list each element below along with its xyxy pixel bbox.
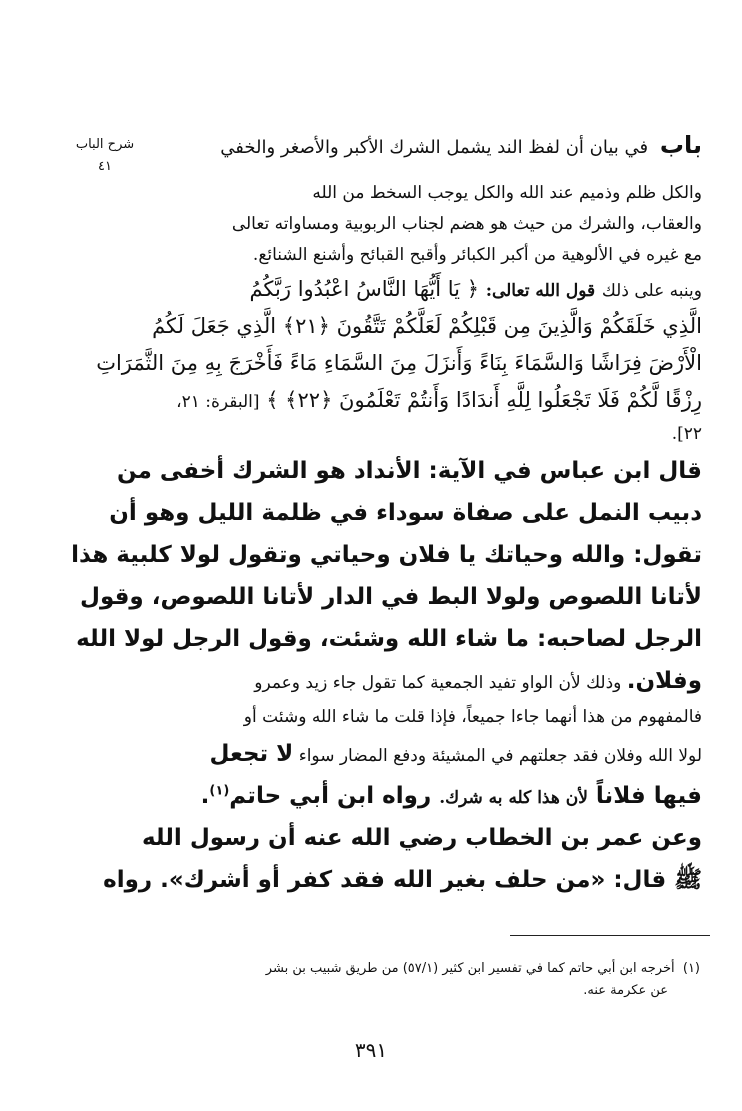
mixed-line (160, 733, 702, 775)
chapter-heading (142, 130, 702, 163)
verse-reference: [البقرة: ٢١، (176, 392, 260, 412)
verse-reference-end: ٢٢]. (671, 424, 702, 444)
mixed-line: فيها فلاناً لأن هذا كله به شرك. رواه ابن أبي حاتم$^{(١)}$. (200, 783, 702, 809)
footnote-line: عن عكرمة عنه. (583, 983, 668, 998)
mixed-bold: وفلان. (626, 668, 702, 694)
bold-line: ﷺ قال: «من حلف بغير الله فقد كفر أو أشرك». رواه (103, 867, 702, 893)
bold-line: الرجل لصاحبه: ما شاء الله وشئت، وقول الرجل لولا الله (76, 626, 702, 652)
bold-line: لأتانا اللصوص ولولا البط في الدار لأتانا اللصوص، وقول (79, 584, 702, 610)
footnote-text: أخرجه ابن أبي حاتم كما في تفسير ابن كثير (٥٧/١) من طريق شبيب بن بشر (265, 961, 675, 976)
verse-line (160, 271, 702, 308)
verse-text: ﴿ يَا أَيُّهَا النَّاسُ اعْبُدُوا رَبَّكُمُ (249, 277, 479, 301)
page-number: ٣٩١ (354, 1038, 388, 1062)
bold-line: قال ابن عباس في الآية: الأنداد هو الشرك أخفى من (116, 458, 702, 484)
side-label-number: ٤١ (98, 159, 112, 174)
footnote (170, 958, 700, 1002)
side-label-text: شرح الباب (75, 137, 135, 152)
mixed-plain: وذلك لأن الواو تفيد الجمعية كما تقول جاء زيد وعمرو (254, 673, 622, 693)
footnote-divider (510, 935, 710, 936)
verse-intro-bold: قول الله تعالى: (485, 281, 596, 301)
main-text (71, 178, 702, 901)
text-line: مع غيره في الألوهية من أكبر الكبائر وأقبح القبائح وأشنع الشنائع. (252, 245, 702, 265)
text-line: فالمفهوم من هذا أنهما جاءا جميعاً، فإذا قلت ما شاء الله وشئت أو (243, 707, 702, 727)
mixed-plain: لأن هذا كله به شرك. (439, 788, 588, 808)
mixed-bold: رواه ابن أبي حاتم (229, 783, 432, 809)
verse-line: الْأَرْضَ فِرَاشًا وَالسَّمَاءَ بِنَاءً وَأَنزَلَ مِنَ السَّمَاءِ مَاءً فَأَخْرَجَ بِهِ مِنَ الثَّمَرَاتِ (96, 351, 702, 375)
verse-line (160, 382, 702, 419)
chapter-word: باب (659, 131, 702, 159)
text-line: والعقاب، والشرك من حيث هو هضم لجناب الربوبية ومساواته تعالى (231, 214, 702, 234)
mixed-bold: لا تجعل (209, 741, 294, 767)
mixed-plain: لولا الله وفلان فقد جعلتهم في المشيئة ودفع المضار سواء (298, 746, 702, 766)
verse-intro: وينبه على ذلك (601, 281, 702, 301)
verse-text: رِزْقًا لَّكُمْ فَلَا تَجْعَلُوا لِلَّهِ أَندَادًا وَأَنتُمْ تَعْلَمُونَ ﴿٢٢﴾ ﴾ (266, 388, 702, 412)
bold-line: تقول: والله وحياتك يا فلان وحياتي وتقول لولا كلبية هذا (71, 542, 702, 568)
bold-line: وعن عمر بن الخطاب رضي الله عنه أن رسول الله (141, 825, 702, 851)
side-label (60, 134, 150, 178)
bold-line: دبيب النمل على صفاة سوداء في ظلمة الليل وهو أن (109, 500, 702, 526)
mixed-bold: فيها فلاناً (595, 783, 702, 809)
footnote-line (170, 958, 700, 980)
text-line: والكل ظلم وذميم عند الله والكل يوجب السخط من الله (312, 183, 702, 203)
footnote-marker: (١) (209, 783, 230, 799)
verse-line: الَّذِي خَلَقَكُمْ وَالَّذِينَ مِن قَبْلِكُمْ لَعَلَّكُمْ تَتَّقُونَ ﴿٢١﴾ الَّذِي جَعَلَ لَكُمُ (152, 314, 702, 338)
chapter-title: في بيان أن لفظ الند يشمل الشرك الأكبر والأصغر والخفي (220, 137, 649, 158)
mixed-line (160, 660, 702, 702)
footnote-number: (١) (682, 961, 700, 976)
